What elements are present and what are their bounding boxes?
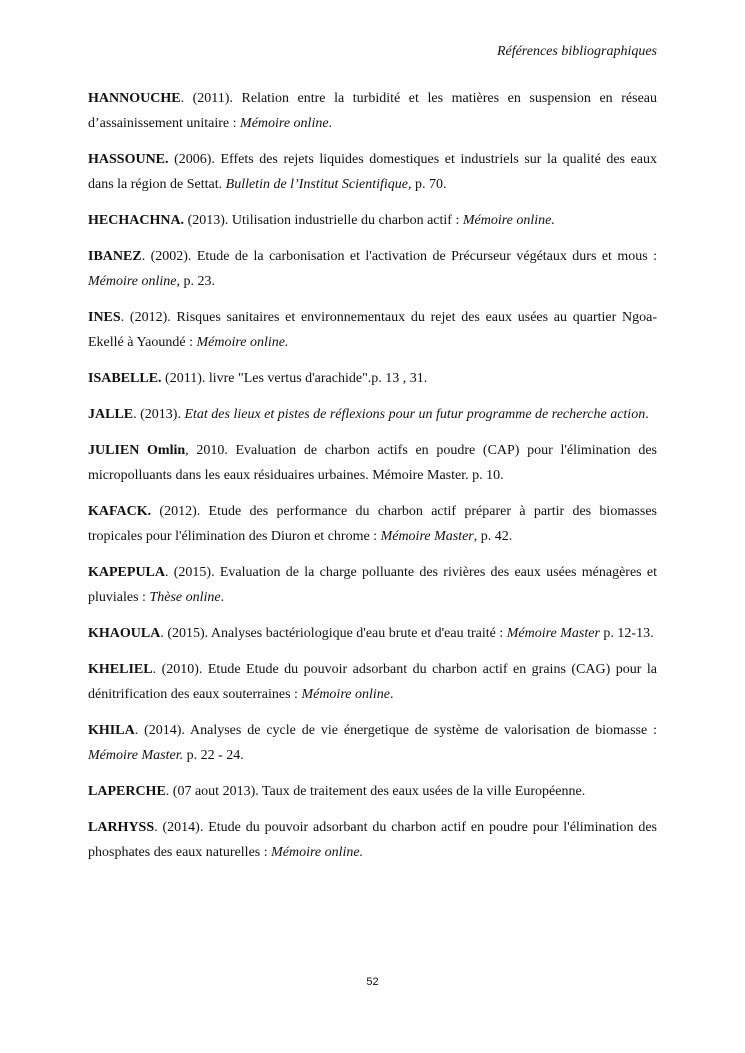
reference-italic-text: Thèse online [149,590,221,605]
reference-entry [88,86,657,136]
reference-italic-text: Mémoire online [301,687,390,702]
reference-author: LAPERCHE [88,784,166,799]
reference-author: KHELIEL [88,662,153,677]
reference-text: . [328,116,333,131]
reference-italic-text: Mémoire Master [506,626,600,641]
running-header: Références bibliographiques [496,44,657,59]
reference-text: p. 70. [411,177,447,192]
reference-entry [88,208,657,233]
reference-entry [88,244,657,294]
reference-text: . (2015). Evaluation de la charge polluante des rivières des eaux usées ménagères et pluviales : [88,565,657,605]
reference-entry [88,402,657,427]
reference-text: . (07 aout 2013). Taux de traitement des eaux usées de la ville Européenne. [165,784,586,799]
reference-italic-text: Mémoire online. [196,335,289,350]
reference-text: . (2013). [133,407,185,422]
reference-text: . (2014). Analyses de cycle de vie énergetique de système de valorisation de biomasse : [134,723,657,738]
reference-author: HANNOUCHE [88,91,181,106]
reference-author: KAFACK. [88,504,152,519]
reference-author: HASSOUNE. [88,152,169,167]
reference-author: JULIEN Omlin [88,443,186,458]
reference-author: ISABELLE. [88,371,162,386]
reference-text: . (2011). Relation entre la turbidité et les matières en suspension en réseau d’assainissement unitaire : [88,91,657,131]
reference-text: (2011). livre "Les vertus d'arachide".p. 13 , 31. [161,371,428,386]
reference-text: . [645,407,649,422]
reference-text: , 2010. Evaluation de charbon actifs en poudre (CAP) pour l'élimination des micropolluants dans les eaux résiduaires urbaines. Mémoire Master. p. 10. [88,443,657,483]
reference-italic-text: Mémoire online. [271,845,364,860]
reference-text: . (2014). Etude du pouvoir adsorbant du charbon actif en poudre pour l'élimination des phosphates des eaux naturelles : [88,820,657,860]
reference-entry [88,560,657,610]
reference-italic-text: Mémoire online [88,274,177,289]
reference-author: HECHACHNA. [88,213,185,228]
reference-entry [88,657,657,707]
reference-entry [88,366,657,391]
reference-entry [88,718,657,768]
reference-entry [88,438,657,488]
reference-italic-text: Bulletin de l’Institut Scientifique, [225,177,412,192]
reference-text: . (2015). Analyses bactériologique d'eau brute et d'eau traité : [160,626,507,641]
reference-text: , p. 23. [176,274,216,289]
reference-italic-text: Mémoire Master. [88,748,184,763]
page-number: 52 [366,976,379,988]
reference-text: (2013). Utilisation industrielle du charbon actif : [184,213,463,228]
reference-author: LARHYSS [88,820,155,835]
reference-entry [88,621,657,646]
reference-list [88,86,657,876]
reference-text: . (2002). Etude de la carbonisation et l'activation de Précurseur végétaux durs et mous : [141,249,657,264]
reference-entry [88,305,657,355]
reference-text: . [220,590,225,605]
reference-text: . (2010). Etude Etude du pouvoir adsorbant du charbon actif en grains (CAG) pour la dénitrification des eaux souterraines : [88,662,657,702]
reference-entry [88,147,657,197]
reference-text: (2012). Etude des performance du charbon actif préparer à partir des biomasses tropicales pour l'élimination des Diuron et chrome : [88,504,657,544]
reference-entry [88,499,657,549]
reference-author: IBANEZ [88,249,142,264]
reference-italic-text: Mémoire Master [380,529,474,544]
reference-entry [88,779,657,804]
reference-text: (2006). Effets des rejets liquides domestiques et industriels sur la qualité des eaux dans la région de Settat. [88,152,657,192]
reference-text: , p. 42. [473,529,513,544]
reference-italic-text: Etat des lieux et pistes de réflexions pour un futur programme de recherche action [184,407,646,422]
reference-author: JALLE [88,407,134,422]
reference-text: . (2012). Risques sanitaires et environnementaux du rejet des eaux usées au quartier Ngoa-Ekellé à Yaoundé : [88,310,657,350]
reference-text: p. 22 - 24. [183,748,244,763]
reference-text: p. 12-13. [599,626,654,641]
reference-author: KAPEPULA [88,565,165,580]
reference-italic-text: Mémoire online. [462,213,555,228]
reference-text: . [389,687,394,702]
reference-author: KHILA [88,723,135,738]
reference-entry [88,815,657,865]
reference-italic-text: Mémoire online [240,116,329,131]
reference-author: INES [88,310,121,325]
reference-author: KHAOULA [88,626,161,641]
